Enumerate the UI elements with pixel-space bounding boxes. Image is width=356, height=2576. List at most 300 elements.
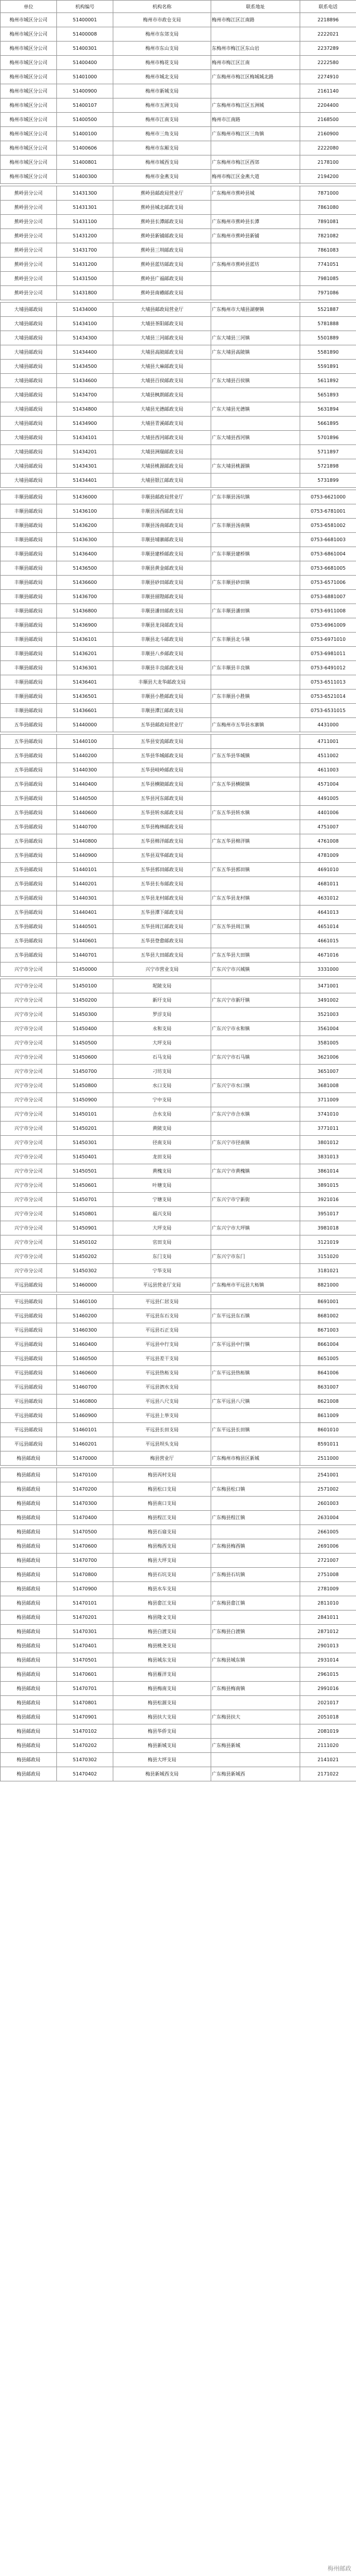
cell-phone: 0753-6531015 bbox=[300, 704, 356, 718]
cell-code: 51470401 bbox=[57, 1639, 113, 1653]
cell-code: 51436100 bbox=[57, 504, 113, 519]
cell-unit: 平远县邮政局 bbox=[1, 1323, 57, 1338]
cell-address: 广东五华县郭田镇 bbox=[211, 863, 300, 877]
cell-unit: 五华县邮政局 bbox=[1, 863, 57, 877]
cell-name: 蕉岭县三圳邮政支局 bbox=[113, 243, 211, 258]
header-phone: 联系电话 bbox=[300, 1, 356, 13]
table-row bbox=[1, 963, 356, 977]
cell-unit: 平远县邮政局 bbox=[1, 1437, 57, 1451]
cell-unit: 兴宁市分公司 bbox=[1, 1235, 57, 1250]
cell-unit: 丰顺县邮政局 bbox=[1, 661, 57, 675]
cell-name: 叶塘支局 bbox=[113, 1179, 211, 1193]
cell-address: 广东梅州市五华县水寨镇 bbox=[211, 718, 300, 732]
table-row bbox=[1, 1264, 356, 1278]
table-row bbox=[1, 1179, 356, 1193]
cell-address: 广东大埔县三河镇 bbox=[211, 331, 300, 345]
cell-code: 51450101 bbox=[57, 1107, 113, 1122]
cell-phone: 0753-6971010 bbox=[300, 633, 356, 647]
cell-address bbox=[211, 792, 300, 806]
cell-address bbox=[211, 906, 300, 920]
cell-code: 51450900 bbox=[57, 1093, 113, 1107]
cell-phone: 2541001 bbox=[300, 1468, 356, 1482]
cell-phone: 5651893 bbox=[300, 388, 356, 402]
cell-phone: 2218896 bbox=[300, 13, 356, 27]
cell-code: 51434900 bbox=[57, 417, 113, 431]
cell-phone: 2781009 bbox=[300, 1582, 356, 1596]
cell-unit: 大埔县邮政局 bbox=[1, 417, 57, 431]
table-row bbox=[1, 1568, 356, 1582]
cell-unit: 蕉岭县分公司 bbox=[1, 286, 57, 300]
cell-name: 坭陂支局 bbox=[113, 979, 211, 993]
cell-address: 广东梅州市梅江区三角镇 bbox=[211, 127, 300, 141]
cell-address bbox=[211, 317, 300, 331]
cell-address bbox=[211, 1667, 300, 1682]
cell-phone: 3581005 bbox=[300, 1036, 356, 1050]
cell-phone: 0753-6621000 bbox=[300, 490, 356, 504]
cell-phone: 2021017 bbox=[300, 1696, 356, 1710]
cell-phone: 4651014 bbox=[300, 920, 356, 934]
cell-code: 51434400 bbox=[57, 345, 113, 360]
cell-address: 广东兴宁市兴城镇 bbox=[211, 963, 300, 977]
cell-code: 51400107 bbox=[57, 99, 113, 113]
cell-name: 大埔县茶阳邮政支局 bbox=[113, 317, 211, 331]
cell-unit: 大埔县邮政局 bbox=[1, 445, 57, 459]
cell-name: 梅县石扇支局 bbox=[113, 1525, 211, 1539]
cell-code: 51431700 bbox=[57, 243, 113, 258]
cell-phone: 2222080 bbox=[300, 141, 356, 155]
cell-address bbox=[211, 1468, 300, 1482]
cell-phone: 4711001 bbox=[300, 735, 356, 749]
cell-name: 梅县大坪支局 bbox=[113, 1753, 211, 1767]
cell-unit: 五华县邮政局 bbox=[1, 948, 57, 963]
cell-name: 大埔县青溪邮政支局 bbox=[113, 417, 211, 431]
table-row bbox=[1, 303, 356, 317]
cell-code: 51460800 bbox=[57, 1395, 113, 1409]
cell-phone: 8671003 bbox=[300, 1323, 356, 1338]
cell-address: 东梅州市梅江区东山岩 bbox=[211, 42, 300, 56]
cell-address: 广东兴宁市合水镇 bbox=[211, 1107, 300, 1122]
cell-phone: 4401006 bbox=[300, 806, 356, 820]
cell-unit: 梅县邮政局 bbox=[1, 1554, 57, 1568]
cell-address: 广东梅州市蕉岭县新铺 bbox=[211, 229, 300, 243]
cell-address: 广东五华县棉洋镇 bbox=[211, 834, 300, 849]
cell-code: 51400301 bbox=[57, 42, 113, 56]
table-row bbox=[1, 99, 356, 113]
cell-unit: 丰顺县邮政局 bbox=[1, 618, 57, 633]
cell-code: 51460400 bbox=[57, 1338, 113, 1352]
table-row bbox=[1, 1295, 356, 1309]
cell-phone: 8631007 bbox=[300, 1380, 356, 1395]
cell-unit: 蕉岭县分公司 bbox=[1, 272, 57, 286]
cell-address: 广东大埔县桃源镇 bbox=[211, 459, 300, 474]
cell-unit: 大埔县邮政局 bbox=[1, 388, 57, 402]
cell-name: 合水支局 bbox=[113, 1107, 211, 1122]
cell-name: 龙田支局 bbox=[113, 1150, 211, 1164]
cell-unit: 蕉岭县分公司 bbox=[1, 215, 57, 229]
cell-phone: 8621008 bbox=[300, 1395, 356, 1409]
cell-address bbox=[211, 286, 300, 300]
table-row bbox=[1, 56, 356, 70]
cell-unit: 梅县邮政局 bbox=[1, 1468, 57, 1482]
table-row bbox=[1, 1079, 356, 1093]
cell-address: 广东丰顺县丰良镇 bbox=[211, 661, 300, 675]
cell-address bbox=[211, 1207, 300, 1221]
cell-code: 51450000 bbox=[57, 963, 113, 977]
cell-address: 广东梅县石坑镇 bbox=[211, 1568, 300, 1582]
cell-phone: 4431000 bbox=[300, 718, 356, 732]
cell-name: 梅州市江南支局 bbox=[113, 113, 211, 127]
cell-address bbox=[211, 84, 300, 99]
cell-code: 51460900 bbox=[57, 1409, 113, 1423]
cell-code: 51470600 bbox=[57, 1539, 113, 1554]
cell-address: 广东梅州市梅江区西郊 bbox=[211, 155, 300, 170]
cell-phone: 3921016 bbox=[300, 1193, 356, 1207]
cell-address: 广东五华县华城镇 bbox=[211, 749, 300, 763]
table-row bbox=[1, 690, 356, 704]
cell-phone: 2222021 bbox=[300, 27, 356, 42]
cell-address bbox=[211, 1437, 300, 1451]
cell-phone: 3831013 bbox=[300, 1150, 356, 1164]
cell-unit: 兴宁市分公司 bbox=[1, 1207, 57, 1221]
cell-phone: 0753-6511013 bbox=[300, 675, 356, 690]
cell-phone: 5501889 bbox=[300, 331, 356, 345]
cell-unit: 五华县邮政局 bbox=[1, 934, 57, 948]
cell-address: 广东兴宁市宁新街 bbox=[211, 1193, 300, 1207]
cell-code: 51431800 bbox=[57, 286, 113, 300]
table-row bbox=[1, 1468, 356, 1482]
cell-phone: 7741051 bbox=[300, 258, 356, 272]
cell-phone: 0753-6521014 bbox=[300, 690, 356, 704]
cell-unit: 大埔县邮政局 bbox=[1, 303, 57, 317]
cell-address: 广东梅县梅西镇 bbox=[211, 1539, 300, 1554]
cell-code: 51434800 bbox=[57, 402, 113, 417]
table-row bbox=[1, 286, 356, 300]
cell-address: 广东梅县畲江镇 bbox=[211, 1596, 300, 1611]
cell-unit: 五华县邮政局 bbox=[1, 735, 57, 749]
table-row bbox=[1, 735, 356, 749]
cell-name: 平远县泗水支局 bbox=[113, 1380, 211, 1395]
cell-code: 51440300 bbox=[57, 763, 113, 777]
cell-code: 51450300 bbox=[57, 1008, 113, 1022]
cell-code: 51450600 bbox=[57, 1050, 113, 1065]
cell-unit: 梅州市城区分公司 bbox=[1, 141, 57, 155]
cell-unit: 平远县邮政局 bbox=[1, 1278, 57, 1292]
cell-code: 51460600 bbox=[57, 1366, 113, 1380]
cell-code: 51436000 bbox=[57, 490, 113, 504]
cell-address: 广东兴宁市新圩镇 bbox=[211, 993, 300, 1008]
cell-phone: 3561004 bbox=[300, 1022, 356, 1036]
cell-code: 51470500 bbox=[57, 1525, 113, 1539]
table-row bbox=[1, 84, 356, 99]
cell-address bbox=[211, 388, 300, 402]
cell-name: 梅州市东山支局 bbox=[113, 42, 211, 56]
cell-code: 51460700 bbox=[57, 1380, 113, 1395]
cell-name: 五华县长布邮政支局 bbox=[113, 877, 211, 891]
cell-phone: 3181021 bbox=[300, 1264, 356, 1278]
table-row bbox=[1, 1596, 356, 1611]
cell-code: 51470901 bbox=[57, 1710, 113, 1724]
table-row bbox=[1, 141, 356, 155]
cell-phone: 4611003 bbox=[300, 763, 356, 777]
cell-name: 五华县周江邮政支局 bbox=[113, 920, 211, 934]
cell-code: 51400300 bbox=[57, 170, 113, 184]
cell-code: 51450401 bbox=[57, 1150, 113, 1164]
cell-unit: 梅县邮政局 bbox=[1, 1753, 57, 1767]
cell-unit: 兴宁市分公司 bbox=[1, 1150, 57, 1164]
cell-name: 蕉岭县长潭邮政支局 bbox=[113, 215, 211, 229]
cell-phone: 2631004 bbox=[300, 1511, 356, 1525]
cell-address: 广东梅县松口镇 bbox=[211, 1482, 300, 1497]
cell-name: 丰顺县建桥邮政支局 bbox=[113, 547, 211, 561]
cell-address: 广东梅州市蕉岭县长潭 bbox=[211, 215, 300, 229]
cell-code: 51440101 bbox=[57, 863, 113, 877]
cell-unit: 丰顺县邮政局 bbox=[1, 547, 57, 561]
cell-address: 广东丰顺县砂田镇 bbox=[211, 576, 300, 590]
table-row bbox=[1, 229, 356, 243]
table-row bbox=[1, 675, 356, 690]
header-unit: 单位 bbox=[1, 1, 57, 13]
table-body bbox=[1, 13, 356, 1781]
cell-address: 广东五华县横陂镇 bbox=[211, 777, 300, 792]
table-row bbox=[1, 1250, 356, 1264]
cell-code: 51470100 bbox=[57, 1468, 113, 1482]
cell-name: 大埔县高陂邮政支局 bbox=[113, 345, 211, 360]
cell-code: 51450800 bbox=[57, 1079, 113, 1093]
table-row bbox=[1, 388, 356, 402]
cell-address: 广东兴宁市永和镇 bbox=[211, 1022, 300, 1036]
cell-address: 广东兴宁市东门 bbox=[211, 1250, 300, 1264]
cell-unit: 梅县邮政局 bbox=[1, 1710, 57, 1724]
cell-code: 51434700 bbox=[57, 388, 113, 402]
cell-name: 梅州市东厢支局 bbox=[113, 141, 211, 155]
cell-phone: 5781888 bbox=[300, 317, 356, 331]
cell-address bbox=[211, 647, 300, 661]
cell-name: 丰顺县砂田邮政支局 bbox=[113, 576, 211, 590]
cell-unit: 平远县邮政局 bbox=[1, 1309, 57, 1323]
cell-unit: 梅州市城区分公司 bbox=[1, 84, 57, 99]
cell-unit: 大埔县邮政局 bbox=[1, 345, 57, 360]
cell-unit: 梅州市城区分公司 bbox=[1, 170, 57, 184]
cell-unit: 梅县邮政局 bbox=[1, 1739, 57, 1753]
cell-address: 广东兴宁市黄槐镇 bbox=[211, 1164, 300, 1179]
cell-name: 大埔县光德邮政支局 bbox=[113, 402, 211, 417]
table-row bbox=[1, 979, 356, 993]
cell-code: 51470201 bbox=[57, 1611, 113, 1625]
cell-phone: 3681008 bbox=[300, 1079, 356, 1093]
cell-phone: 0753-6491012 bbox=[300, 661, 356, 675]
cell-phone: 2178100 bbox=[300, 155, 356, 170]
cell-code: 51470900 bbox=[57, 1582, 113, 1596]
cell-code: 51436301 bbox=[57, 661, 113, 675]
cell-code: 51450501 bbox=[57, 1164, 113, 1179]
cell-unit: 兴宁市分公司 bbox=[1, 1036, 57, 1050]
cell-unit: 兴宁市分公司 bbox=[1, 963, 57, 977]
table-row bbox=[1, 1625, 356, 1639]
table-row bbox=[1, 1724, 356, 1739]
table-row bbox=[1, 374, 356, 388]
table-row bbox=[1, 590, 356, 604]
cell-name: 永和支局 bbox=[113, 1022, 211, 1036]
cell-unit: 兴宁市分公司 bbox=[1, 1164, 57, 1179]
table-row bbox=[1, 1338, 356, 1352]
table-row bbox=[1, 1278, 356, 1292]
cell-address bbox=[211, 504, 300, 519]
cell-address: 广东大埔县高陂镇 bbox=[211, 345, 300, 360]
cell-address: 广东大埔县百侯镇 bbox=[211, 374, 300, 388]
cell-name: 平远县仁居支局 bbox=[113, 1295, 211, 1309]
cell-unit: 丰顺县邮政局 bbox=[1, 704, 57, 718]
table-row bbox=[1, 201, 356, 215]
cell-name: 丰顺县埔寨邮政支局 bbox=[113, 533, 211, 547]
cell-phone: 7861083 bbox=[300, 243, 356, 258]
cell-phone: 4671016 bbox=[300, 948, 356, 963]
cell-code: 51460100 bbox=[57, 1295, 113, 1309]
cell-code: 51450500 bbox=[57, 1036, 113, 1050]
cell-name: 五华县河东邮政支局 bbox=[113, 792, 211, 806]
cell-code: 51470302 bbox=[57, 1753, 113, 1767]
cell-address bbox=[211, 1065, 300, 1079]
cell-address: 广东梅县城东镇 bbox=[211, 1653, 300, 1667]
cell-code: 51400606 bbox=[57, 141, 113, 155]
cell-phone: 5721898 bbox=[300, 459, 356, 474]
cell-code: 51450102 bbox=[57, 1235, 113, 1250]
cell-unit: 梅县邮政局 bbox=[1, 1451, 57, 1466]
cell-code: 51440000 bbox=[57, 718, 113, 732]
cell-address bbox=[211, 590, 300, 604]
cell-unit: 梅州市城区分公司 bbox=[1, 113, 57, 127]
cell-code: 51470200 bbox=[57, 1482, 113, 1497]
cell-unit: 梅州市城区分公司 bbox=[1, 27, 57, 42]
cell-code: 51436501 bbox=[57, 690, 113, 704]
cell-code: 51400400 bbox=[57, 56, 113, 70]
cell-phone: 3861014 bbox=[300, 1164, 356, 1179]
cell-unit: 梅县邮政局 bbox=[1, 1639, 57, 1653]
cell-code: 51450100 bbox=[57, 979, 113, 993]
table-row bbox=[1, 1511, 356, 1525]
cell-name: 梅州市三角支局 bbox=[113, 127, 211, 141]
cell-address: 广东丰顺县汤南镇 bbox=[211, 519, 300, 533]
cell-name: 梅州市城北支局 bbox=[113, 70, 211, 84]
table-row bbox=[1, 1682, 356, 1696]
cell-code: 51436101 bbox=[57, 633, 113, 647]
cell-address bbox=[211, 474, 300, 488]
table-row bbox=[1, 445, 356, 459]
table-row bbox=[1, 331, 356, 345]
cell-unit: 大埔县邮政局 bbox=[1, 474, 57, 488]
cell-phone: 2237289 bbox=[300, 42, 356, 56]
cell-code: 51440900 bbox=[57, 849, 113, 863]
cell-code: 51450400 bbox=[57, 1022, 113, 1036]
cell-code: 51436201 bbox=[57, 647, 113, 661]
cell-phone: 3651007 bbox=[300, 1065, 356, 1079]
cell-phone: 8691001 bbox=[300, 1295, 356, 1309]
cell-address: 广东平远县八尺镇 bbox=[211, 1395, 300, 1409]
cell-unit: 蕉岭县分公司 bbox=[1, 201, 57, 215]
cell-name: 梅州市城西支局 bbox=[113, 155, 211, 170]
cell-name: 大埔县三河邮政支局 bbox=[113, 331, 211, 345]
cell-code: 51440400 bbox=[57, 777, 113, 792]
cell-unit: 兴宁市分公司 bbox=[1, 1193, 57, 1207]
cell-phone: 2204400 bbox=[300, 99, 356, 113]
cell-code: 51450700 bbox=[57, 1065, 113, 1079]
cell-unit: 五华县邮政局 bbox=[1, 820, 57, 834]
cell-code: 51470102 bbox=[57, 1724, 113, 1739]
cell-address: 广东平远县中行镇 bbox=[211, 1338, 300, 1352]
table-row bbox=[1, 1667, 356, 1682]
cell-unit: 梅县邮政局 bbox=[1, 1525, 57, 1539]
cell-address: 广东梅县白渡镇 bbox=[211, 1625, 300, 1639]
cell-name: 平远县差干支局 bbox=[113, 1352, 211, 1366]
table-row bbox=[1, 186, 356, 201]
cell-unit: 五华县邮政局 bbox=[1, 849, 57, 863]
cell-phone: 2222580 bbox=[300, 56, 356, 70]
cell-name: 宁华支局 bbox=[113, 1264, 211, 1278]
cell-code: 51450201 bbox=[57, 1122, 113, 1136]
table-row bbox=[1, 1022, 356, 1036]
cell-name: 梅州市梅花支局 bbox=[113, 56, 211, 70]
cell-address: 广东平远县热柘镇 bbox=[211, 1366, 300, 1380]
table-row bbox=[1, 792, 356, 806]
cell-address bbox=[211, 1639, 300, 1653]
cell-phone: 2141021 bbox=[300, 1753, 356, 1767]
cell-code: 51401000 bbox=[57, 70, 113, 84]
cell-phone: 4691010 bbox=[300, 863, 356, 877]
cell-unit: 梅县邮政局 bbox=[1, 1482, 57, 1497]
cell-code: 51436800 bbox=[57, 604, 113, 618]
cell-unit: 五华县邮政局 bbox=[1, 877, 57, 891]
table-row bbox=[1, 1497, 356, 1511]
cell-name: 梅县华侨支局 bbox=[113, 1724, 211, 1739]
table-row bbox=[1, 906, 356, 920]
cell-phone: 2871012 bbox=[300, 1625, 356, 1639]
cell-address: 梅州市梅江区江南 bbox=[211, 56, 300, 70]
cell-address bbox=[211, 201, 300, 215]
cell-name: 梅州市新城支局 bbox=[113, 84, 211, 99]
cell-phone: 5661895 bbox=[300, 417, 356, 431]
table-row bbox=[1, 863, 356, 877]
cell-phone: 0753-6961009 bbox=[300, 618, 356, 633]
cell-code: 51431200 bbox=[57, 229, 113, 243]
cell-name: 梅县新城支局 bbox=[113, 1739, 211, 1753]
cell-name: 刁坊支局 bbox=[113, 1065, 211, 1079]
cell-code: 51460200 bbox=[57, 1309, 113, 1323]
watermark-logo: 梅州邮政 bbox=[328, 2566, 351, 2572]
cell-phone: 2841011 bbox=[300, 1611, 356, 1625]
cell-code: 51440701 bbox=[57, 948, 113, 963]
cell-name: 五华县岐岭邮政支局 bbox=[113, 763, 211, 777]
cell-address bbox=[211, 1554, 300, 1568]
cell-name: 罗浮支局 bbox=[113, 1008, 211, 1022]
cell-name: 平远县中行支局 bbox=[113, 1338, 211, 1352]
table-row bbox=[1, 877, 356, 891]
cell-unit: 丰顺县邮政局 bbox=[1, 690, 57, 704]
cell-name: 大埔县百侯邮政支局 bbox=[113, 374, 211, 388]
table-row bbox=[1, 718, 356, 732]
table-row bbox=[1, 1710, 356, 1724]
cell-code: 51450301 bbox=[57, 1136, 113, 1150]
table-row bbox=[1, 1639, 356, 1653]
cell-address: 广东梅县新城 bbox=[211, 1739, 300, 1753]
table-row bbox=[1, 633, 356, 647]
cell-address bbox=[211, 934, 300, 948]
cell-unit: 兴宁市分公司 bbox=[1, 1079, 57, 1093]
cell-code: 51431200 bbox=[57, 258, 113, 272]
cell-unit: 丰顺县邮政局 bbox=[1, 590, 57, 604]
table-row bbox=[1, 1753, 356, 1767]
cell-phone: 0753-6581002 bbox=[300, 519, 356, 533]
cell-name: 梅县雁洋支局 bbox=[113, 1667, 211, 1682]
cell-name: 石马支局 bbox=[113, 1050, 211, 1065]
